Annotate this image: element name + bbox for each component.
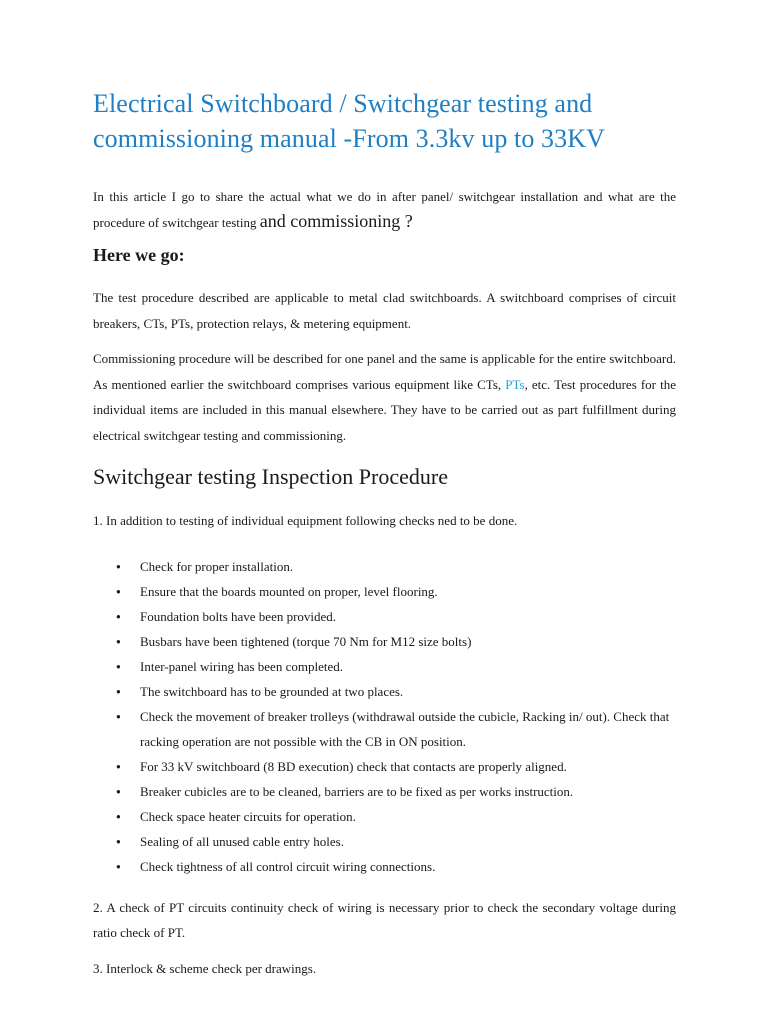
checklist-item-text: Check tightness of all control circuit wiring connections. [140, 858, 436, 874]
step-1: 1. In addition to testing of individual equipment following checks ned to be done. [93, 513, 518, 528]
checklist-item-text: Check the movement of breaker trolleys (withdrawal outside the cubicle, Racking in/ out). Check that racking operation are not possible with the CB in ON position. [140, 708, 670, 749]
checklist-item [93, 554, 676, 579]
bullet-icon: ● [116, 561, 121, 571]
pts-link[interactable]: PTs [505, 376, 525, 392]
checklist-item [93, 604, 676, 629]
checklist-item-text: For 33 kV switchboard (8 BD execution) check that contacts are properly aligned. [140, 758, 567, 774]
checklist-item-text: The switchboard has to be grounded at two places. [140, 683, 404, 699]
checklist-item-text: Ensure that the boards mounted on proper, level flooring. [140, 583, 438, 599]
bullet-icon: ● [116, 786, 121, 796]
bullet-icon: ● [116, 711, 121, 721]
checklist-item-text: Check for proper installation. [140, 558, 294, 574]
checklist-item [93, 704, 676, 754]
paragraph-test-procedure: The test procedure described are applicable to metal clad switchboards. A switchboard comprises of circuit breakers, CTs, PTs, protection relays, & metering equipment. [93, 290, 676, 331]
checklist-item-text: Inter-panel wiring has been completed. [140, 658, 343, 674]
bullet-icon: ● [116, 761, 121, 771]
document-title: Electrical Switchboard / Switchgear testing and commissioning manual -From 3.3kv up to 33KV [93, 89, 605, 153]
paragraph-commissioning [93, 346, 676, 448]
bullet-icon: ● [116, 861, 121, 871]
intro-paragraph [93, 184, 676, 235]
bullet-icon: ● [116, 811, 121, 821]
checklist-item-text: Sealing of all unused cable entry holes. [140, 833, 344, 849]
bullet-icon: ● [116, 586, 121, 596]
checklist-item [93, 779, 676, 804]
bullet-icon: ● [116, 686, 121, 696]
checklist-item [93, 754, 676, 779]
checklist-item [93, 854, 676, 879]
checklist-item [93, 629, 676, 654]
bullet-icon: ● [116, 661, 121, 671]
checklist-item-text: Breaker cubicles are to be cleaned, barriers are to be fixed as per works instruction. [140, 783, 574, 799]
checklist-item-text: Foundation bolts have been provided. [140, 608, 337, 624]
checklist-item-text: Busbars have been tightened (torque 70 Nm for M12 size bolts) [140, 633, 472, 649]
checklist [93, 554, 676, 879]
checklist-item [93, 679, 676, 704]
para2-text-after: , etc. Test procedures for the individual items are included in this manual elsewhere. They have to be carried out as part fulfillment during electrical switchgear testing and commissioning. [93, 376, 676, 443]
intro-text: In this article I go to share the actual what we do in after panel/ switchgear installation and what are the procedure of switchgear testing [93, 189, 676, 230]
step-2: 2. A check of PT circuits continuity check of wiring is necessary prior to check the secondary voltage during ratio check of PT. [93, 899, 676, 940]
checklist-item [93, 579, 676, 604]
para2-text-before: Commissioning procedure will be described for one panel and the same is applicable for the entire switchboard. As mentioned earlier the switchboard comprises various equipment like CTs, [93, 351, 676, 392]
checklist-item [93, 654, 676, 679]
document-page [93, 86, 676, 981]
bullet-icon: ● [116, 636, 121, 646]
bullet-icon: ● [116, 836, 121, 846]
subheading: Here we go: [93, 245, 185, 265]
step-3: 3. Interlock & scheme check per drawings. [93, 960, 317, 976]
intro-emphasis: and commissioning ? [259, 211, 413, 231]
bullet-icon: ● [116, 611, 121, 621]
section-heading: Switchgear testing Inspection Procedure [93, 464, 448, 489]
checklist-item-text: Check space heater circuits for operation. [140, 808, 356, 824]
checklist-item [93, 804, 676, 829]
checklist-item [93, 829, 676, 854]
